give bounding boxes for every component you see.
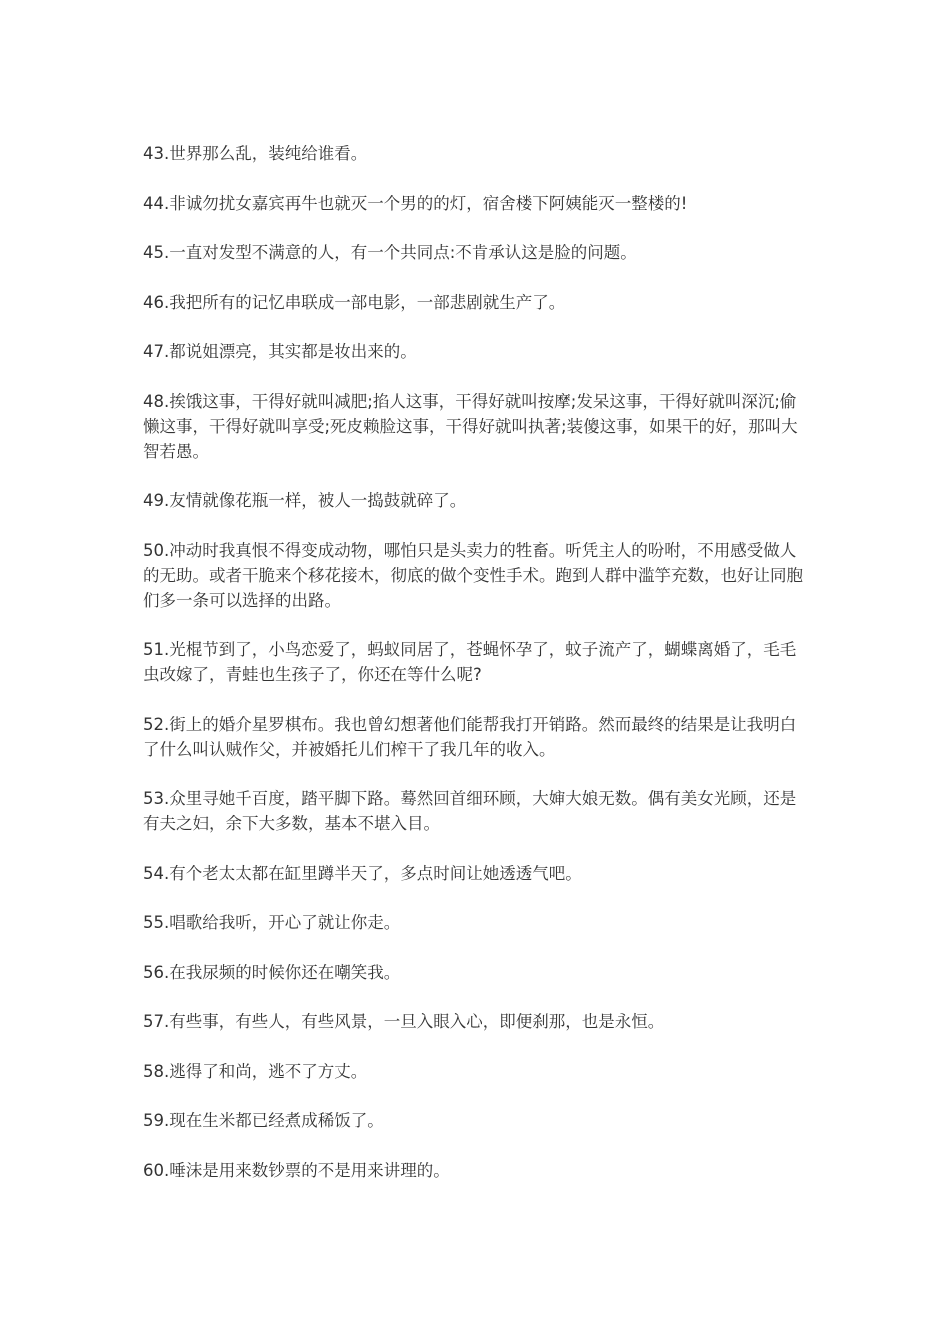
text-paragraph-47: 47.都说姐漂亮，其实都是妆出来的。	[143, 342, 417, 361]
text-paragraph-52: 52.街上的婚介星罗棋布。我也曾幻想著他们能帮我打开销路。然而最终的结果是让我明白了什么叫认贼作父，并被婚托儿们榨干了我几年的收入。	[143, 714, 797, 759]
text-paragraph-49: 49.友情就像花瓶一样，被人一捣鼓就碎了。	[143, 491, 467, 510]
text-paragraph-50: 50.冲动时我真恨不得变成动物，哪怕只是头卖力的牲畜。听凭主人的吩咐，不用感受做人的无助。或者干脆来个移花接木，彻底的做个变性手术。跑到人群中滥竽充数，也好让同胞们多一条可以选择的出路。	[143, 540, 803, 610]
text-paragraph-59: 59.现在生米都已经煮成稀饭了。	[143, 1111, 384, 1130]
text-paragraph-54: 54.有个老太太都在缸里蹲半天了，多点时间让她透透气吧。	[143, 863, 582, 883]
document-body	[143, 141, 808, 1207]
text-paragraph-60: 60.唾沫是用来数钞票的不是用来讲理的。	[143, 1160, 450, 1180]
text-paragraph-58: 58.逃得了和尚，逃不了方丈。	[143, 1061, 368, 1081]
text-paragraph-56: 56.在我尿频的时候你还在嘲笑我。	[143, 962, 401, 982]
text-paragraph-43: 43.世界那么乱，装纯给谁看。	[143, 144, 368, 163]
text-paragraph-48: 48.挨饿这事，干得好就叫减肥;掐人这事，干得好就叫按摩;发呆这事，干得好就叫深沉;偷懒这事，干得好就叫享受;死皮赖脸这事，干得好就叫执著;装傻这事，如果干的好，那叫大智若愚。	[143, 391, 798, 461]
text-paragraph-55: 55.唱歌给我听，开心了就让你走。	[143, 913, 401, 932]
text-paragraph-57: 57.有些事，有些人，有些风景，一旦入眼入心，即便刹那，也是永恒。	[143, 1012, 665, 1031]
text-paragraph-46: 46.我把所有的记忆串联成一部电影，一部悲剧就生产了。	[143, 292, 566, 312]
text-paragraph-45: 45.一直对发型不满意的人，有一个共同点:不肯承认这是脸的问题。	[143, 243, 637, 262]
text-paragraph-53: 53.众里寻她千百度，踏平脚下路。蓦然回首细环顾，大婶大娘无数。偶有美女光顾，还是有夫之妇，余下大多数，基本不堪入目。	[143, 789, 797, 833]
text-paragraph-44: 44.非诚勿扰女嘉宾再牛也就灭一个男的的灯，宿舍楼下阿姨能灭一整楼的!	[143, 193, 688, 213]
text-paragraph-51: 51.光棍节到了，小鸟恋爱了，蚂蚁同居了，苍蝇怀孕了，蚊子流产了，蝴蝶离婚了，毛毛虫改嫁了，青蛙也生孩子了，你还在等什么呢?	[143, 640, 797, 684]
